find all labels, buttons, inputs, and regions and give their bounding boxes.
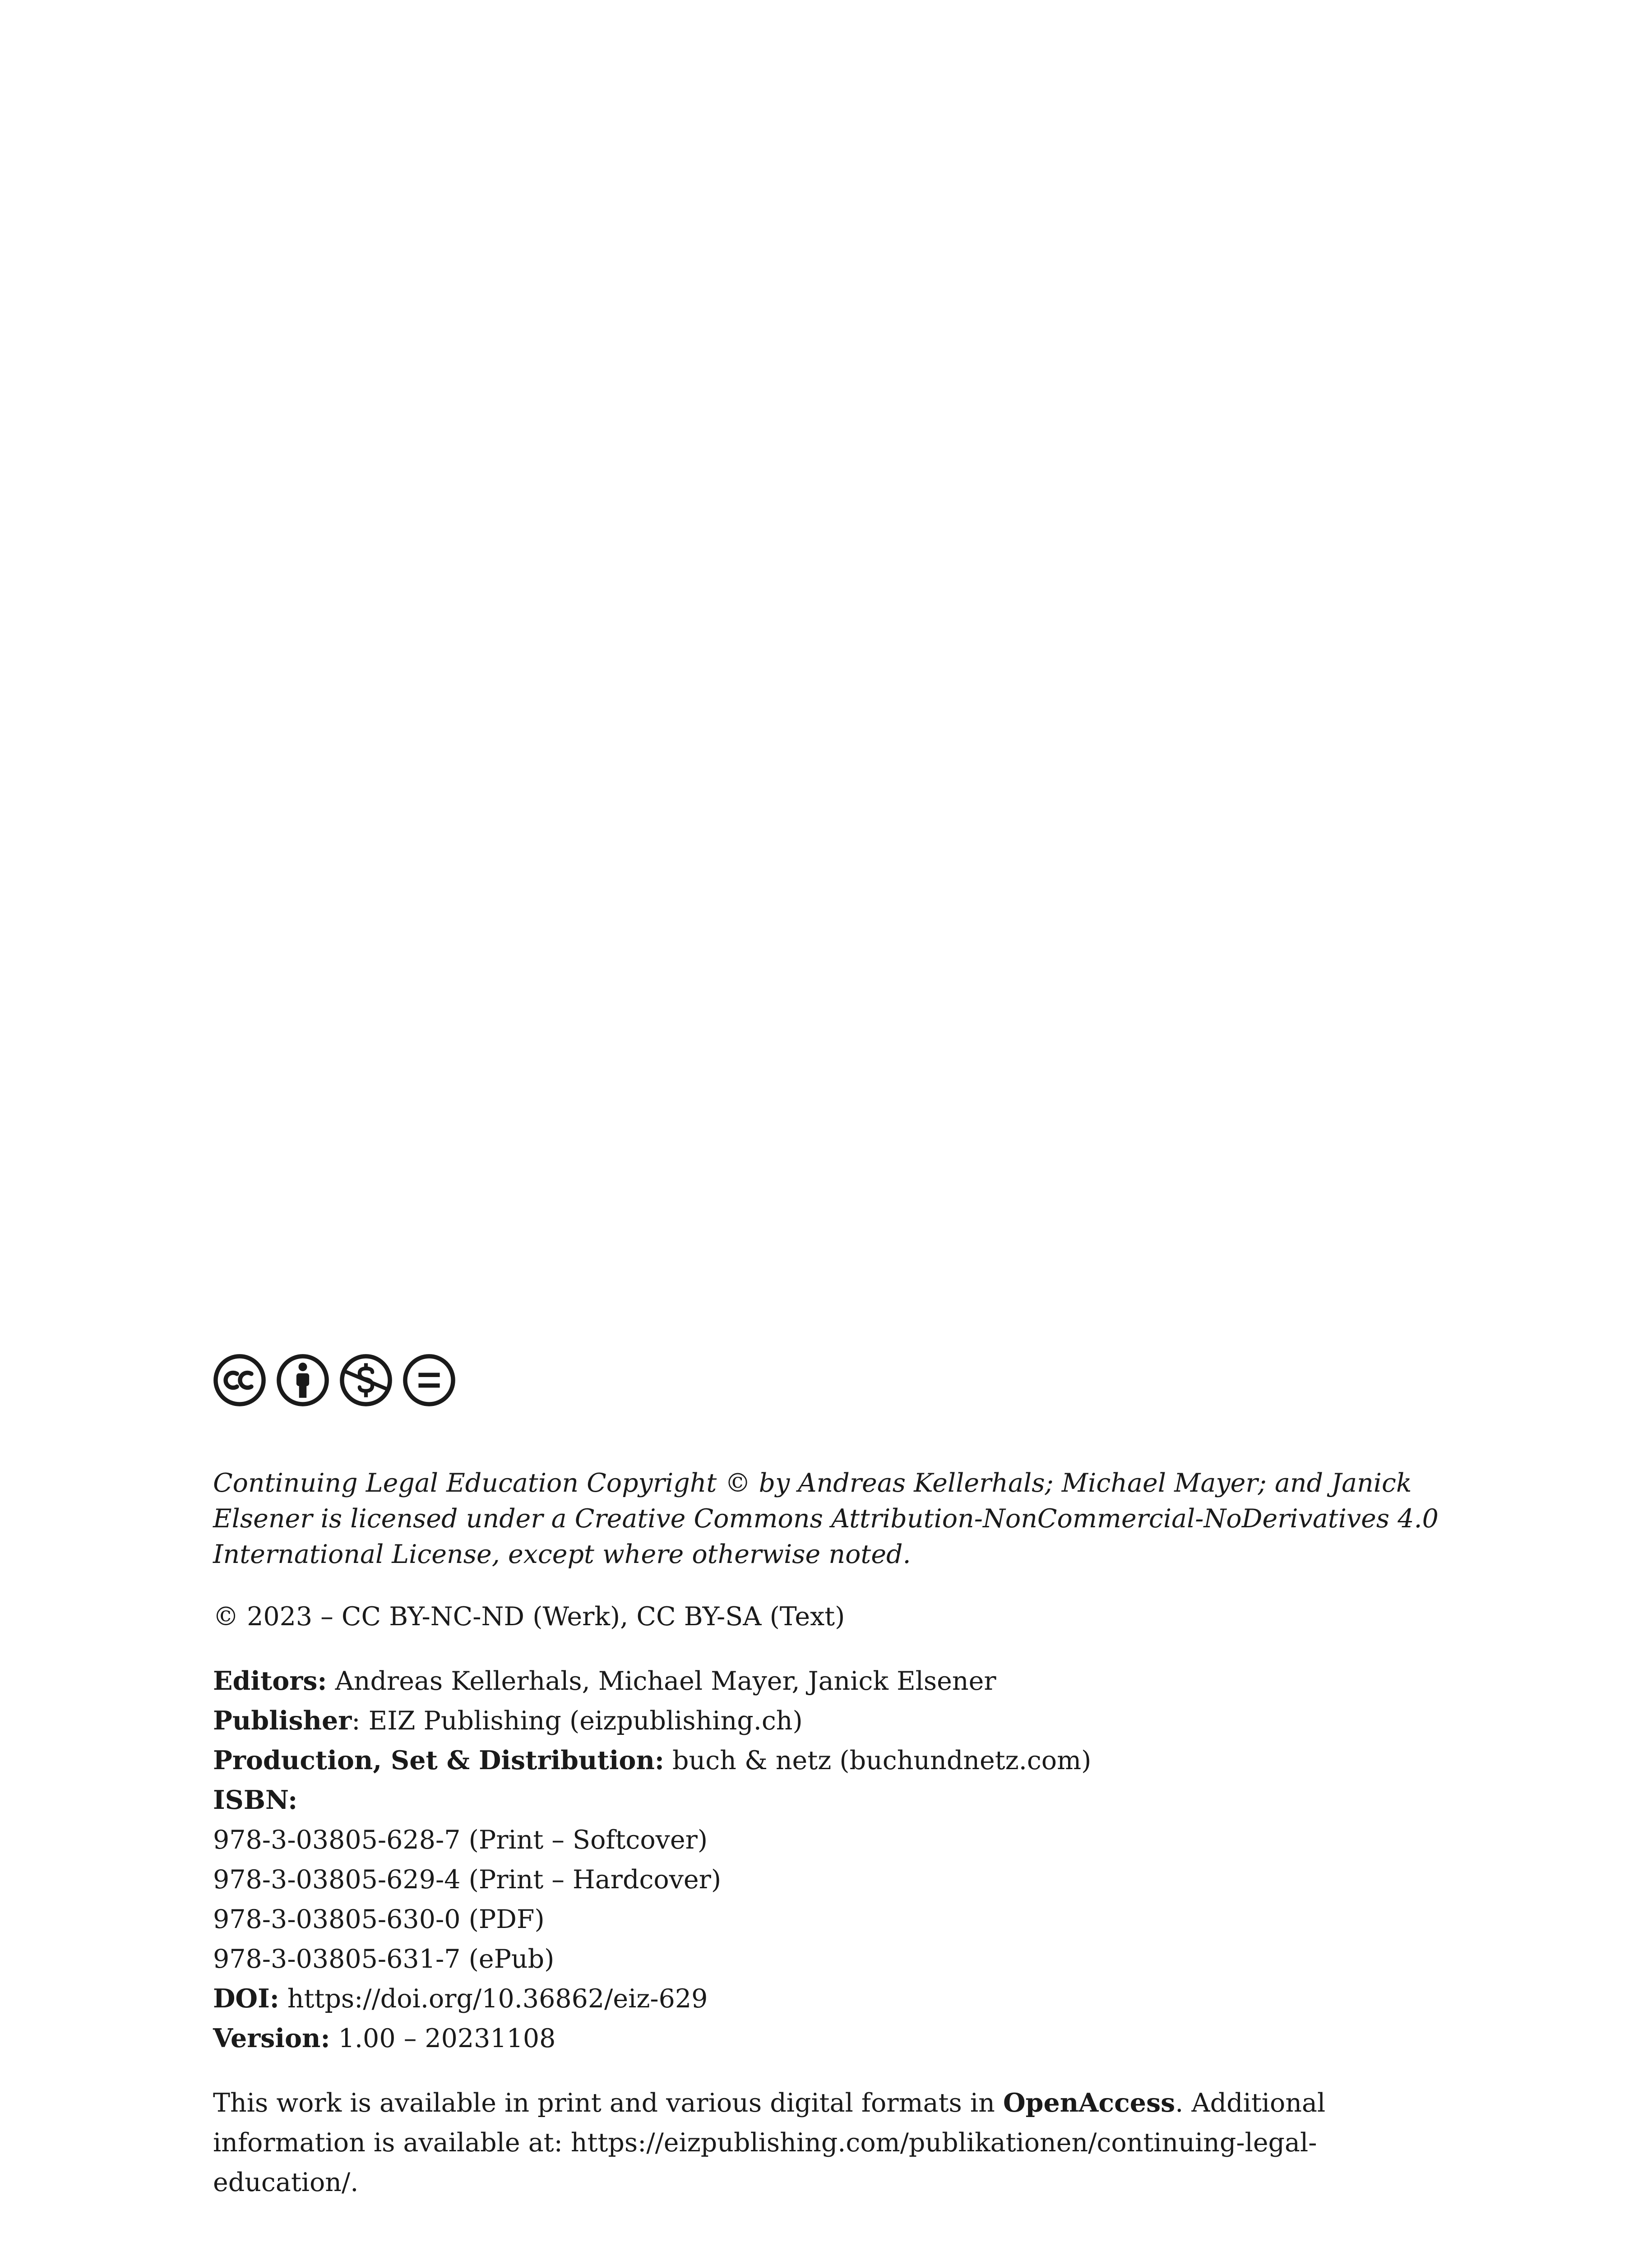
nc-noncommercial-icon: [339, 1354, 393, 1407]
publication-details: [213, 1661, 1449, 2058]
publisher-line: [213, 1701, 1449, 1741]
publisher-colon: :: [352, 1706, 361, 1736]
isbn-item: 978-3-03805-629-4 (Print – Hardcover): [213, 1865, 722, 1895]
editors-value: Andreas Kellerhals, Michael Mayer, Janick Elsener: [327, 1666, 996, 1696]
copyright-line: © 2023 – CC BY-NC-ND (Werk), CC BY-SA (Text): [213, 1602, 845, 1632]
doi-value: https://doi.org/10.36862/eiz-629: [279, 1984, 708, 2014]
production-line: [213, 1741, 1449, 1780]
isbn-item: 978-3-03805-628-7 (Print – Softcover): [213, 1825, 708, 1855]
cc-icon: [213, 1354, 266, 1407]
isbn-item: 978-3-03805-630-0 (PDF): [213, 1905, 545, 1934]
doi-line: [213, 1979, 1449, 2019]
editors-line: [213, 1661, 1449, 1701]
availability-text-after: . Additional information is available at: https://eizpublishing.com/publikationen/continuing-legal-education/.: [213, 2088, 1326, 2197]
imprint-block: [213, 1354, 1449, 2202]
version-value: 1.00 – 20231108: [330, 2024, 556, 2053]
production-value: buch & netz (buchundnetz.com): [664, 1746, 1092, 1775]
isbn-item: 978-3-03805-631-7 (ePub): [213, 1944, 555, 1974]
openaccess-emphasis: OpenAccess: [1003, 2088, 1175, 2118]
availability-text-before: This work is available in print and various digital formats in: [213, 2088, 1003, 2118]
version-label: Version:: [213, 2023, 330, 2053]
editors-label: Editors:: [213, 1666, 327, 1696]
production-label: Production, Set & Distribution:: [213, 1745, 664, 1775]
availability-note: [213, 2083, 1449, 2202]
doi-label: DOI:: [213, 1983, 279, 2014]
cc-license-badge: [213, 1354, 1449, 1407]
by-attribution-icon: [276, 1354, 329, 1407]
publisher-value: EIZ Publishing (eizpublishing.ch): [360, 1706, 803, 1736]
publisher-label: Publisher: [213, 1706, 352, 1736]
version-line: [213, 2019, 1449, 2058]
nd-noderivatives-icon: [403, 1354, 456, 1407]
license-notice: Continuing Legal Education Copyright © by Andreas Kellerhals; Michael Mayer; and Janick Elsener is licensed under a Creative Commons Attribution-NonCommercial-NoDerivatives 4.0 International License, except where otherwise noted.: [213, 1468, 1439, 1569]
isbn-label: ISBN:: [213, 1785, 298, 1815]
